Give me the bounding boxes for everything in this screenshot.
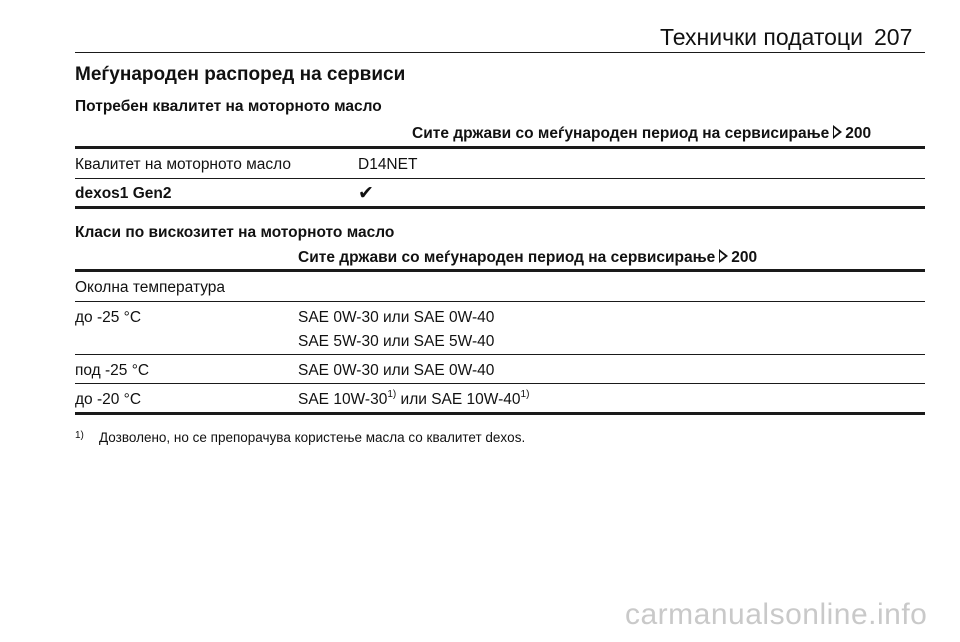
oil-quality-rule-top (75, 146, 925, 149)
viscosity-heading: Класи по вискозитет на моторното масло (75, 224, 395, 241)
temp-cell: до -20 °C (75, 391, 142, 408)
grade-cell (298, 391, 529, 409)
viscosity-rule-3 (75, 383, 925, 384)
oil-quality-column-header (412, 125, 871, 143)
viscosity-rule-2 (75, 354, 925, 355)
grade-b: SAE 10W-40 (431, 391, 521, 408)
section-title: Технички податоци (660, 24, 863, 50)
grade-cell: SAE 5W-30 или SAE 5W-40 (298, 333, 495, 350)
oil-spec-label: dexos1 Gen2 (75, 185, 172, 202)
viscosity-column-ref: 200 (731, 249, 758, 266)
page-ref-icon (833, 125, 842, 139)
page-number: 207 (874, 24, 913, 50)
footnote-ref: 1) (520, 389, 530, 400)
viscosity-column-header-text: Сите држави со меѓународен период на сервисирање (298, 249, 716, 266)
viscosity-column-header (298, 249, 757, 267)
checkmark-icon: ✔ (358, 183, 374, 204)
header-rule (75, 52, 925, 53)
oil-quality-column-header-text: Сите држави со меѓународен период на сервисирање (412, 125, 830, 142)
oil-quality-row-value: D14NET (358, 156, 418, 173)
oil-quality-row-label: Квалитет на моторното масло (75, 156, 291, 173)
viscosity-rule-1 (75, 301, 925, 302)
oil-quality-rule-mid (75, 178, 925, 179)
temp-cell: до -25 °C (75, 309, 142, 326)
grade-separator: или (396, 391, 432, 408)
viscosity-rule-bottom (75, 412, 925, 415)
footnote-ref: 1) (387, 389, 397, 400)
grade-cell: SAE 0W-30 или SAE 0W-40 (298, 309, 495, 326)
watermark: carmanualsonline.info (625, 598, 928, 631)
page-ref-icon (719, 249, 728, 263)
oil-quality-heading: Потребен квалитет на моторното масло (75, 98, 382, 115)
grade-a: SAE 10W-30 (298, 391, 388, 408)
viscosity-rule-top (75, 269, 925, 272)
temp-header: Околна температура (75, 279, 226, 296)
temp-cell: под -25 °C (75, 362, 150, 379)
oil-quality-rule-bottom (75, 206, 925, 209)
grade-cell: SAE 0W-30 или SAE 0W-40 (298, 362, 495, 379)
footnote-mark: 1) (75, 430, 84, 441)
page-heading: Меѓународен распоред на сервиси (75, 64, 406, 85)
footnote-text: Дозволено, но се препорачува користење масла со квалитет dexos. (99, 430, 526, 445)
oil-quality-column-ref: 200 (845, 125, 872, 142)
